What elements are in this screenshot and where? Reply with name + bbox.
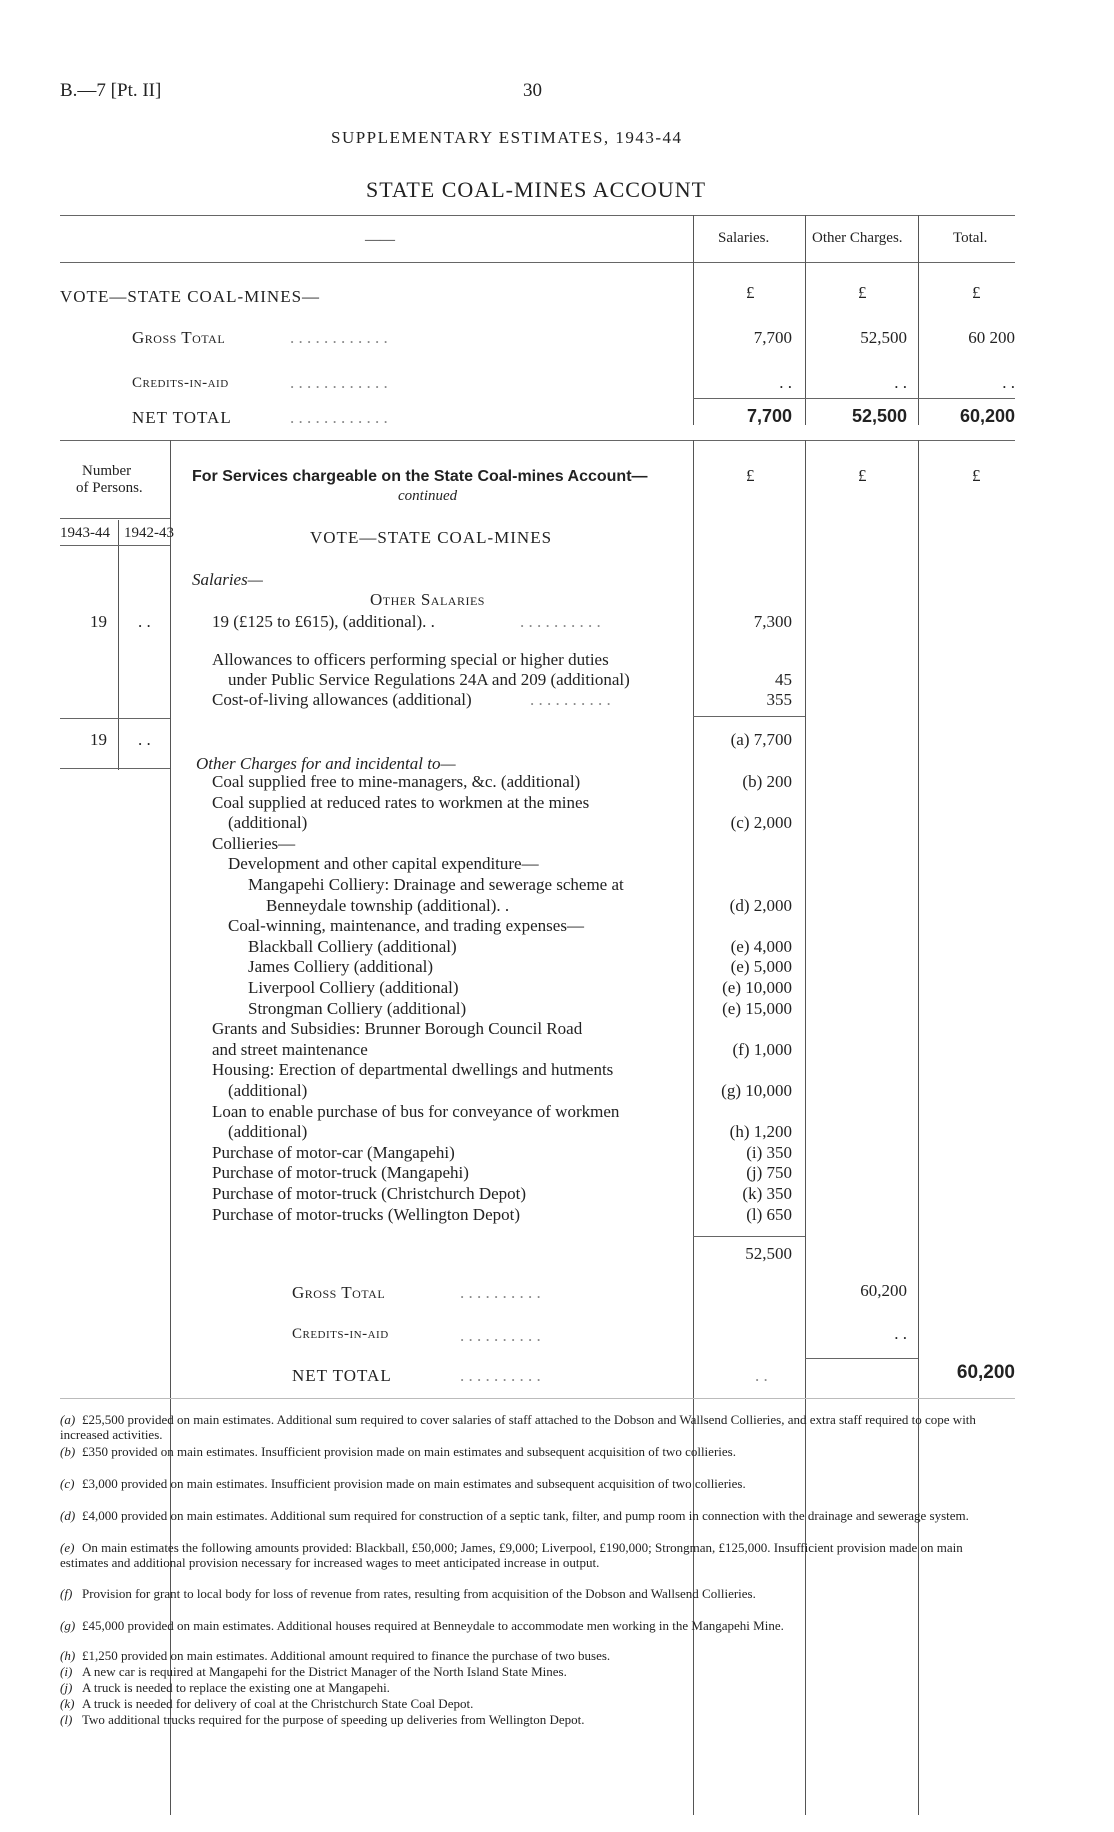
- footnote-mark: (f): [60, 1586, 73, 1601]
- currency-other: £: [858, 283, 867, 302]
- summary-net-total: 60,200: [959, 406, 1015, 426]
- footnote-text: £3,000 provided on main estimates. Insufficient provision made on main estimates and subsequent acquisition of two collieries.: [82, 1476, 746, 1491]
- footnote: [60, 1586, 1000, 1601]
- other-salaries-value: 7,300: [753, 612, 792, 631]
- charge-item: Benneydale township (additional). .: [266, 896, 510, 915]
- currency-salaries: £: [746, 466, 755, 485]
- charge-amount: (e) 5,000: [730, 957, 792, 976]
- summary-net-other: 52,500: [851, 406, 907, 426]
- leader-dots: . . . . . . . . . .: [530, 690, 611, 709]
- persons-total-1942-43: . .: [138, 730, 151, 749]
- leader-dots: . . . . . . . . . .: [460, 1366, 541, 1385]
- charge-amount: (j) 750: [746, 1163, 792, 1182]
- account-title: STATE COAL-MINES ACCOUNT: [366, 177, 707, 202]
- footnote: [60, 1508, 1000, 1523]
- salaries-subtotal: (a) 7,700: [730, 730, 792, 749]
- footnote-mark: (b): [60, 1444, 76, 1459]
- footnote: [60, 1444, 1000, 1459]
- charge-item: Coal supplied free to mine-managers, &c. (additional): [212, 772, 581, 791]
- leader-dots: . . . . . . . . . .: [520, 612, 601, 631]
- gross-total-value: 60,200: [860, 1281, 907, 1300]
- summary-credits-other: . .: [894, 373, 907, 392]
- currency-total: £: [972, 283, 981, 302]
- charge-item: Strongman Colliery (additional): [248, 999, 467, 1018]
- rule: [805, 1358, 918, 1359]
- charges-subtotal: 52,500: [745, 1244, 792, 1263]
- charge-amount: (e) 4,000: [730, 937, 792, 956]
- net-total-value: 60,200: [956, 1362, 1015, 1383]
- vote-heading: VOTE—STATE COAL-MINES: [310, 528, 553, 547]
- charge-item: Purchase of motor-trucks (Wellington Depot): [212, 1205, 520, 1224]
- footnote: [60, 1664, 1000, 1679]
- summary-gross-total-label: Gross Total: [132, 328, 226, 347]
- gross-total-label: Gross Total: [292, 1283, 386, 1302]
- footnote: [60, 1712, 1000, 1727]
- column-rule: [918, 440, 919, 1815]
- rule: [693, 1236, 805, 1237]
- salaries-column-header: Salaries.: [718, 230, 770, 246]
- footnote-text: £25,500 provided on main estimates. Additional sum required to cover salaries of staff attached to the Dobson and Wallsend Collieries, and extra staff required to cope with increased activities.: [60, 1412, 976, 1442]
- charge-item: and street maintenance: [212, 1040, 368, 1059]
- currency-other: £: [858, 466, 867, 485]
- persons-1942-43: . .: [138, 612, 151, 631]
- footnote-text: On main estimates the following amounts provided: Blackball, £50,000; James, £9,000; Liverpool, £190,000; Strongman, £125,000. Insufficient provision made on main estimates and additional provision necessary for increased wages to meet anticipated increase in output.: [60, 1540, 963, 1570]
- footnote-text: A truck is needed to replace the existing one at Mangapehi.: [82, 1680, 390, 1695]
- salary-line: 19 (£125 to £615), (additional). .: [212, 612, 435, 631]
- charge-amount: (h) 1,200: [729, 1122, 792, 1141]
- footnote-mark: (d): [60, 1508, 76, 1523]
- footnote-text: Provision for grant to local body for loss of revenue from rates, resulting from acquisition of the Dobson and Wallsend Collieries.: [82, 1586, 756, 1601]
- charge-item: James Colliery (additional): [248, 957, 434, 976]
- rule: [60, 518, 170, 519]
- footnote-mark: (j): [60, 1680, 73, 1695]
- footnote-mark: (l): [60, 1712, 73, 1727]
- footnote-text: A new car is required at Mangapehi for the District Manager of the North Island State Mines.: [82, 1664, 567, 1679]
- allowances-line2: under Public Service Regulations 24A and 209 (additional): [228, 670, 630, 689]
- charge-amount: (f) 1,000: [732, 1040, 792, 1059]
- charge-amount: (l) 650: [746, 1205, 792, 1224]
- column-rule: [918, 215, 919, 425]
- rule: [60, 718, 170, 719]
- credits-in-aid-label: Credits-in-aid: [292, 1326, 389, 1342]
- charge-item: (additional): [228, 1122, 308, 1141]
- charge-amount: (e) 15,000: [722, 999, 792, 1018]
- summary-gross-total: 60 200: [968, 328, 1015, 347]
- charge-item: Collieries—: [212, 834, 296, 853]
- rule: [693, 398, 1015, 399]
- leader-dots: . .: [755, 1366, 768, 1385]
- charge-item: Grants and Subsidies: Brunner Borough Council Road: [212, 1019, 583, 1038]
- footnote: [60, 1476, 1000, 1491]
- footnote-text: £45,000 provided on main estimates. Additional houses required at Benneydale to accommodate men working in the Mangapehi Mine.: [82, 1618, 784, 1633]
- charge-amount: (g) 10,000: [721, 1081, 792, 1100]
- rule: [60, 440, 1015, 441]
- footnote-text: Two additional trucks required for the purpose of speeding up deliveries from Wellington Depot.: [82, 1712, 585, 1727]
- footnote-mark: (i): [60, 1664, 73, 1679]
- footnote-mark: (e): [60, 1540, 75, 1555]
- charge-amount: (k) 350: [742, 1184, 792, 1203]
- rule: [60, 1398, 1015, 1399]
- persons-heading-line1: Number: [82, 463, 132, 479]
- footnote: [60, 1540, 1000, 1570]
- footnote-mark: (k): [60, 1696, 75, 1711]
- charge-item: Purchase of motor-truck (Mangapehi): [212, 1163, 469, 1182]
- rule: [60, 545, 170, 546]
- persons-total-1943-44: 19: [90, 730, 107, 749]
- summary-gross-other: 52,500: [860, 328, 907, 347]
- charge-item: (additional): [228, 813, 308, 832]
- charge-item: Loan to enable purchase of bus for conveyance of workmen: [212, 1102, 620, 1121]
- summary-credits-total: . .: [1002, 373, 1015, 392]
- column-rule: [170, 440, 171, 1815]
- summary-net-salaries: 7,700: [746, 406, 792, 426]
- footnote-text: £350 provided on main estimates. Insufficient provision made on main estimates and subsequent acquisition of two collieries.: [82, 1444, 736, 1459]
- year-1942-43: 1942-43: [124, 525, 174, 541]
- footnote: [60, 1618, 1000, 1633]
- footnote-mark: (g): [60, 1618, 76, 1633]
- year-1943-44: 1943-44: [60, 525, 110, 541]
- charge-amount: (e) 10,000: [722, 978, 792, 997]
- currency-salaries: £: [746, 283, 755, 302]
- allowances-value: 45: [775, 670, 792, 689]
- rule: [693, 716, 805, 717]
- footnote-mark: (c): [60, 1476, 75, 1491]
- footnote-text: A truck is needed for delivery of coal at the Christchurch State Coal Depot.: [82, 1696, 474, 1711]
- net-total-label: NET TOTAL: [292, 1366, 392, 1385]
- persons-1943-44: 19: [90, 612, 107, 631]
- charge-item: Blackball Colliery (additional): [248, 937, 457, 956]
- cost-of-living-line: Cost-of-living allowances (additional): [212, 690, 472, 709]
- column-rule: [693, 215, 694, 425]
- charge-item: Coal-winning, maintenance, and trading expenses—: [228, 916, 584, 935]
- other-charges-heading: Other Charges for and incidental to—: [196, 754, 456, 773]
- charge-item: (additional): [228, 1081, 308, 1100]
- charge-item: Purchase of motor-truck (Christchurch Depot): [212, 1184, 527, 1203]
- page-number: 30: [523, 80, 542, 101]
- column-rule: [805, 440, 806, 1815]
- credits-in-aid-value: . .: [894, 1324, 907, 1343]
- rule: [60, 768, 170, 769]
- footnote: [60, 1680, 1000, 1695]
- leader-dots: . . . . . . . . . . . .: [290, 328, 388, 347]
- charge-item: Mangapehi Colliery: Drainage and sewerage scheme at: [248, 875, 624, 894]
- footnote: [60, 1696, 1000, 1711]
- column-rule: [118, 520, 119, 770]
- rule: [60, 262, 1015, 263]
- leader-dots: . . . . . . . . . .: [460, 1283, 541, 1302]
- column-rule: [805, 215, 806, 425]
- charge-amount: (d) 2,000: [729, 896, 792, 915]
- persons-heading-line2: of Persons.: [76, 480, 143, 496]
- other-charges-column-header: Other Charges.: [812, 230, 903, 246]
- salaries-heading: Salaries—: [192, 570, 263, 589]
- footnote-mark: (a): [60, 1412, 76, 1427]
- charge-item: Coal supplied at reduced rates to workmen at the mines: [212, 793, 590, 812]
- charge-amount: (c) 2,000: [730, 813, 792, 832]
- summary-credits-label: Credits-in-aid: [132, 375, 229, 391]
- summary-credits-salaries: . .: [779, 373, 792, 392]
- leader-dots: . . . . . . . . . . . .: [290, 408, 388, 427]
- footnote-mark: (h): [60, 1648, 76, 1663]
- charge-item: Purchase of motor-car (Mangapehi): [212, 1143, 455, 1162]
- charge-item: Housing: Erection of departmental dwellings and hutments: [212, 1060, 614, 1079]
- charge-item: Development and other capital expenditure—: [228, 854, 539, 873]
- document-reference: B.—7 [Pt. II]: [60, 80, 162, 101]
- rule: [60, 215, 1015, 216]
- leader-dots: . . . . . . . . . .: [460, 1326, 541, 1345]
- charge-item: Liverpool Colliery (additional): [248, 978, 459, 997]
- cost-of-living-value: 355: [766, 690, 792, 709]
- vote-label: VOTE—STATE COAL-MINES—: [60, 287, 321, 306]
- allowances-line1: Allowances to officers performing special or higher duties: [212, 650, 609, 669]
- leader-dots: . . . . . . . . . . . .: [290, 373, 388, 392]
- charge-amount: (i) 350: [746, 1143, 792, 1162]
- footnote-text: £1,250 provided on main estimates. Additional amount required to finance the purchase of two buses.: [82, 1648, 611, 1663]
- running-title: SUPPLEMENTARY ESTIMATES, 1943-44: [331, 128, 683, 147]
- charge-amount: (b) 200: [742, 772, 792, 791]
- footnote: [60, 1648, 1000, 1663]
- currency-total: £: [972, 466, 981, 485]
- summary-net-total-label: NET TOTAL: [132, 408, 232, 427]
- services-heading: For Services chargeable on the State Coal-mines Account—: [192, 468, 648, 485]
- services-continued: continued: [398, 488, 458, 504]
- footnote-text: £4,000 provided on main estimates. Additional sum required for construction of a septic tank, filter, and pump room in connection with the drainage and sewerage system.: [82, 1508, 969, 1523]
- column-rule: [693, 440, 694, 1815]
- other-salaries-heading: Other Salaries: [370, 590, 485, 609]
- summary-gross-salaries: 7,700: [753, 328, 792, 347]
- total-column-header: Total.: [953, 230, 988, 246]
- blank-column-header: ——: [365, 232, 395, 248]
- footnote: [60, 1412, 1000, 1442]
